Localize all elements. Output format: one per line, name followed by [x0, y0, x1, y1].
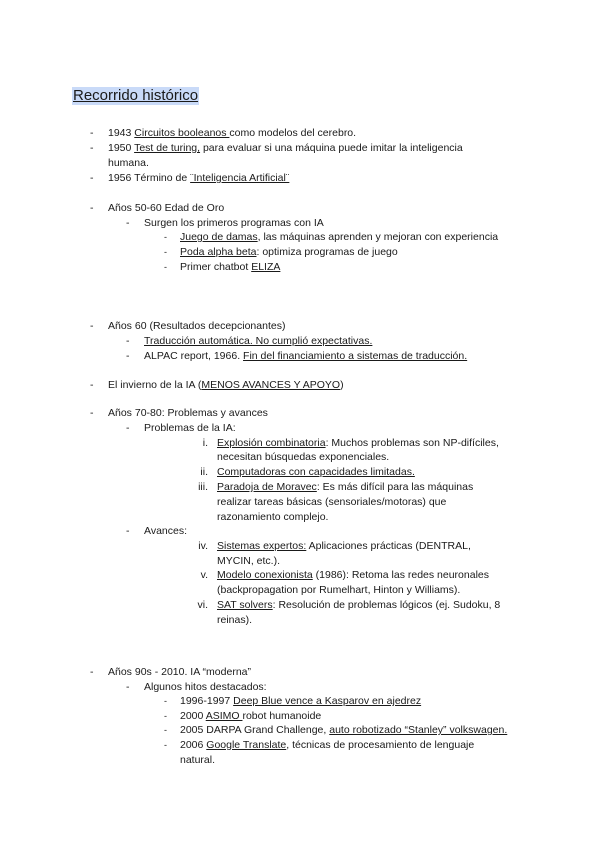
link-text[interactable]: ELIZA — [251, 261, 281, 273]
list-number: iii. — [198, 481, 208, 493]
dash-bullet: - — [164, 740, 167, 750]
dash-bullet: - — [126, 335, 130, 347]
link-text[interactable]: Traducción automática. No cumplió expectativas. — [144, 335, 373, 347]
link-text[interactable]: Fin del financiamiento a sistemas de traducción. — [243, 350, 468, 362]
link-text[interactable]: Google Translate — [206, 739, 287, 751]
list-item: 2005 DARPA Grand Challenge, auto robotizado “Stanley” volkswagen. — [180, 724, 508, 736]
sub-item — [144, 334, 372, 349]
sub-item: Problemas de la IA: — [144, 422, 236, 434]
dash-bullet: - — [90, 666, 94, 678]
link-text[interactable]: Poda alpha beta — [180, 246, 257, 258]
link-text[interactable]: auto robotizado “Stanley” volkswagen. — [329, 724, 508, 736]
list-item-continuation: humana. — [108, 157, 149, 169]
dash-bullet: - — [164, 247, 167, 257]
list-item: 1943 Circuitos booleanos como modelos del cerebro. — [108, 127, 357, 139]
sub-item: Avances: — [144, 525, 187, 537]
dash-bullet: - — [90, 320, 94, 332]
section-heading: El invierno de la IA (MENOS AVANCES Y APOYO) — [108, 379, 344, 391]
list-number: ii. — [200, 466, 208, 478]
list-item: Paradoja de Moravec: Es más difícil para las máquinas — [217, 481, 474, 493]
list-item: 2000 ASIMO robot humanoide — [180, 710, 322, 722]
link-text[interactable]: Test de turing, — [134, 142, 201, 154]
section-heading: Años 60 (Resultados decepcionantes) — [108, 320, 286, 332]
dash-bullet: - — [126, 217, 130, 229]
sub-item: Surgen los primeros programas con IA — [144, 217, 324, 229]
dash-bullet: - — [126, 681, 130, 693]
dash-bullet: - — [90, 407, 94, 419]
dash-bullet: - — [126, 422, 130, 434]
list-item: Explosión combinatoria: Muchos problemas son NP-difíciles, — [217, 437, 499, 449]
list-item: 1956 Término de ¨Inteligencia Artificial¨ — [108, 172, 290, 184]
dash-bullet: - — [164, 725, 167, 735]
list-item — [217, 465, 415, 480]
section-heading: Años 90s - 2010. IA “moderna” — [108, 666, 251, 678]
link-text[interactable]: ASIMO — [205, 710, 243, 722]
dash-bullet: - — [90, 142, 94, 154]
dash-bullet: - — [126, 525, 130, 537]
list-number: v. — [200, 569, 208, 581]
list-item: Modelo conexionista (1986): Retoma las redes neuronales — [217, 569, 489, 581]
link-text[interactable]: Sistemas expertos: — [217, 540, 307, 552]
list-item-continuation: natural. — [180, 754, 216, 766]
dash-bullet: - — [90, 172, 94, 184]
list-item-continuation: (backpropagation por Rumelhart, Hinton y Williams). — [217, 584, 461, 596]
list-item: Sistemas expertos: Aplicaciones prácticas (DENTRAL, — [217, 540, 471, 552]
dash-bullet: - — [90, 127, 94, 139]
sub-item: ALPAC report, 1966. Fin del financiamiento a sistemas de traducción. — [144, 350, 468, 362]
link-text[interactable]: SAT solvers — [217, 599, 273, 611]
list-number: i. — [202, 437, 208, 449]
section-heading: Años 70-80: Problemas y avances — [108, 407, 268, 419]
list-item: Poda alpha beta: optimiza programas de juego — [180, 246, 398, 258]
page-title: Recorrido histórico — [73, 87, 199, 104]
section-heading: Años 50-60 Edad de Oro — [108, 202, 225, 214]
link-text[interactable]: Deep Blue vence a Kasparov en ajedrez — [233, 695, 422, 707]
link-text[interactable]: Circuitos booleanos — [134, 127, 230, 139]
link-text[interactable]: ¨Inteligencia Artificial¨ — [190, 172, 290, 184]
link-text[interactable]: MENOS AVANCES Y APOYO — [201, 379, 341, 391]
dash-bullet: - — [90, 379, 94, 391]
list-item: Juego de damas, las máquinas aprenden y mejoran con experiencia — [180, 231, 499, 243]
list-item: 1996-1997 Deep Blue vence a Kasparov en ajedrez — [180, 695, 422, 707]
sub-item: Algunos hitos destacados: — [144, 681, 267, 693]
dash-bullet: - — [90, 202, 94, 214]
list-item-continuation: MYCIN, etc.). — [217, 555, 281, 567]
dash-bullet: - — [164, 262, 167, 272]
link-text[interactable]: Explosión combinatoria — [217, 437, 326, 449]
link-text[interactable]: Modelo conexionista — [217, 569, 313, 581]
link-text[interactable]: Juego de damas — [180, 231, 258, 243]
list-item-continuation: necesitan búsquedas exponenciales. — [217, 451, 390, 463]
dash-bullet: - — [164, 696, 167, 706]
list-number: vi. — [197, 599, 208, 611]
link-text[interactable]: Computadoras con capacidades limitadas. — [217, 466, 415, 478]
link-text[interactable]: Paradoja de Moravec — [217, 481, 317, 493]
list-item-continuation: realizar tareas básicas (sensoriales/motoras) que — [217, 496, 447, 508]
list-item-continuation: razonamiento complejo. — [217, 511, 329, 523]
list-item: SAT solvers: Resolución de problemas lógicos (ej. Sudoku, 8 — [217, 599, 501, 611]
dash-bullet: - — [164, 232, 167, 242]
list-item: 2006 Google Translate, técnicas de procesamiento de lenguaje — [180, 739, 475, 751]
list-item: 1950 Test de turing, para evaluar si una máquina puede imitar la inteligencia — [108, 142, 463, 154]
dash-bullet: - — [164, 711, 167, 721]
list-item-continuation: reinas). — [217, 614, 253, 626]
dash-bullet: - — [126, 350, 130, 362]
list-item: Primer chatbot ELIZA — [180, 261, 281, 273]
list-number: iv. — [198, 540, 208, 552]
